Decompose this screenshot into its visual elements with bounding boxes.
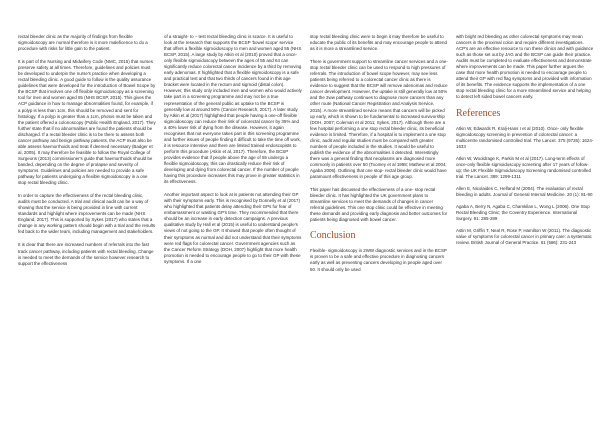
column-4 [456,34,594,416]
paragraph: stop rectal bleeding clinic were to begin it may therefore be useful to educate the public of its benefits and may encourage people to attend as it is more a streamlined service. [310,34,447,52]
reference-item: Allen E, Nicolaides C, Helfand M (2004). The evaluation of rectal bleeding in adults. Journal of General Internal Medicine. 20 (1): 81-90 [456,185,593,197]
references-heading: References [456,107,501,119]
paragraph: with bright red bleeding as other colorectal symptoms may mean cancers in the proximal colon and require different investigations. ACP's are an effective resource to run these clinics and with guidance such as those set out by JAG and the BCSP can guide their practice. Audits must be completed to evaluate effectiveness and demonstrate where improvements can be made. This paper further argues the case that more health promotion is needed to encourage people to attend their GP with red flag symptoms and provided with information of its benefits. The evidence supports the implementation of a one stop rectal bleeding clinic for a more streamlined service and helping to detect left sided bowel cancers early. [456,34,594,100]
paragraph: In order to capture the effectiveness of the rectal bleeding clinic, audits must be conducted. A trial and clinical audit can be a way of showing that the service is being provided in line with current standards and highlight where improvements can be made (NHS England, 2017). This is supported by Sykes (2017) who states that a change in any working pattern should begin with a trial and the results fed back to the wider team, including management and stakeholders. [18,193,156,235]
paragraph: Another important aspect to look at is patients not attending their GP with their symptoms early. This is recognised by Donnelly et al (2017) who highlighted that patients delay attending their GPs for fear of embarrassment or wasting GP's time. They recommended that there should be an increase in early detection campaigns. A previous qualitative study by Hall et al (2015) is useful to understand people's views of not going to the GP. It showed that people often thought of their symptoms as normal and did not understand that their symptoms were red flags for colorectal cancer. Government agencies such as the Cancer Reform Strategy (DOH, 2007) highlight that more health promotion is needed to encourage people to go to their GP with these symptoms. If a one [164,192,302,264]
paragraph: This paper has discussed the effectiveness of a one- stop rectal bleeder clinic. It has highlighted the UK government plans to streamline services to meet the demands of changes in cancer referral guidelines. This one stop clinic could be effective in meeting these demands and providing early diagnosis and better outcomes for patients being diagnosed with bowel cancer. [310,187,448,223]
reference-item: Astin M, Griffin T, Neal R, Rose P, Hamilton W (2011). The diagnostic value of symptoms for colorectal cancer in primary care: a systematic review. British Journal of General Practice. 61 (586): 231-243 [456,228,592,246]
column-3 [310,34,448,416]
conclusion-heading: Conclusion [310,230,356,242]
reference-item: Atkin W, Wooldrage K, Parkin M et al (2017). Long-term effects of once-only flexible sigmoidoscopy screening after 17 years of follow-up; the UK Flexible Sigmoidoscopy Screening randomised controlled trial. The Lancet. 389: 1299-1311 [456,155,591,179]
paragraph: There is government support to streamline cancer services and a one- stop rectal bleeder clinic can be used to respond to high pressures of referrals. The introduction of bowel scope however, may see less patients being referred to a colorectal cancer clinic as there is evidence to suggest that the BCSP will remove adenomas and reduce cancer development. However, the uptake is still generally low at 50% and the 2ww pathway continues to diagnose more cancers than any other route (National Cancer Registration and Analysis Service, 2015). A more streamlined service means that cancers will be picked up early, which is shown to be fundamental to increased survivorship (DOH, 2007; Coleman et al 2011; Sykes, 2017). Although there are a few hospital performing a one stop rectal bleeder clinic, its beneficial evidence is limited. Therefore, if a hospital is to implement a one stop clinic, audit and regular studies must be compared with greater numbers of people included in the studies. It would be useful to publish the evidence of the abnormalities it detected. Interestingly there was a general finding that neoplasms are diagnosed more commonly in patients over 50 (Toomey et al 1998; Mathew et al 2004; Agaba 2006). Outlining that one stop- rectal bleeder clinic would have paramount effectiveness in people of this age group. [310,59,448,180]
paragraph: It is clear that there are increased numbers of referrals into the fast track cancer pathway, including patients with rectal bleeding. Change is needed to meet the demands of the service however research to support the effectiveness [18,242,154,266]
paragraph: It is part of the Nursing and Midwifery Code (NMC, 2015) that nurses preserve safety at all times. Therefore, guidelines and policies must be developed to underpin the nurse's practice when developing a rectal bleeding clinic. A good guide to follow is the quality assurance guidelines that were developed for the introduction of Bowel Scope by the BCSP that involves one off flexible sigmoidoscopy as a screening tool for men and women aged 55 (NHS BCSP, 2015). This gives the ACP guidance in how to manage abnormalities found, for example, if a polyp is less than 1cm, this should be removed and sent for histology. If a polyp is greater than a 1cm, photos must be taken and the patient offered a colonoscopy (Public Health England, 2017). They further state that if no abnormalities are found the patients should be discharged. If a rectal bleeder clinic is to be there to assess both cancer pathway and benign pathway patients, the ACP must also be able assess haemorrhoids and treat if deemed necessary (Badger et al, 2005). It may therefore be feasible to follow the Royal College of Surgeons (2013) commissioner's guide that haemorrhoids should be banded, depending on the degree of prolapse and severity of symptoms. Guidelines and policies are needed to provide a safe pathway for patients undergoing a flexible sigmoidoscopy in a one stop rectal bleeding clinic. [18,59,156,186]
column-2 [164,34,302,416]
reference-item: Agaba A, Berry N, Agaba C, Chamkilan L, Wong L (2006). One Stop Rectal Bleeding Clinic; the Coventry Experience. International Surgery. 91: 285-289 [456,203,590,222]
column-1 [18,34,156,416]
paragraph: of a straight- to – test rectal bleeding clinic is scarce. It is useful to look at the research that supports the BCSP 'bowel scope' service that offers a flexible sigmoidoscopy to men and women aged 55 (NHS BCSP, 2015). A large study by Atkin et al (2010) proved that a once-only flexible sigmoidoscopy between the ages of 55 and 64 can significantly reduce colorectal cancer incidence by a third by removing early adenomas. It highlighted that a flexible sigmoidoscopy is a safe and practical test and that two thirds of cancers found in this age bracket were located in the rectum and sigmoid (distal colon). However, this study only included men and women who would actively take part in a screening programme and may not be a true representation of the general public as uptake to the BCSP is generally low at around 50% (Cancer Research, 2017). A later study by Atkin et al (2017) highlighted that people having a one-off flexible sigmoidoscopy can reduce their risk of colorectal cancer by 35% and a 40% lower risk of dying from the disease. However, it again recognises that not everyone takes part in this screening programme and further issues of people finding it difficult to take the time off work, it is resource intensive and there are limited trained endoscopists to perform this procedure (Atkin et al, 2017). Therefore, the BCSP provides evidence that if people above the age of 55 undergo a flexible sigmoidoscopy, this can drastically reduce their risk of developing and dying from colorectal cancer. If the number of people having this procedure increases this may prove in greater statistics in its effectiveness. [164,34,302,185]
paragraph: Flexible- sigmoidoscopy in 2WW diagnostic services and in the BCSP is proven to be a safe and effective procedure in diagnosing cancers early as well as preventing cancers developing in people aged over 50. It should only be used [310,248,447,272]
paragraph: rectal bleeder clinic as the majority of findings from flexible sigmoidoscopy are normal therefore is it more maleficence to do a procedure with risks for little gain to the patient. [18,34,148,52]
reference-item: Atkin W, Edwards R, Kralj-Hans I et al (2010). Once- only flexible sigmoidoscopy screening in prevention of colorectal cancer: a multicentre randomised controlled trial. The Lancet. 375 (9726): 1624-1633 [456,125,594,149]
